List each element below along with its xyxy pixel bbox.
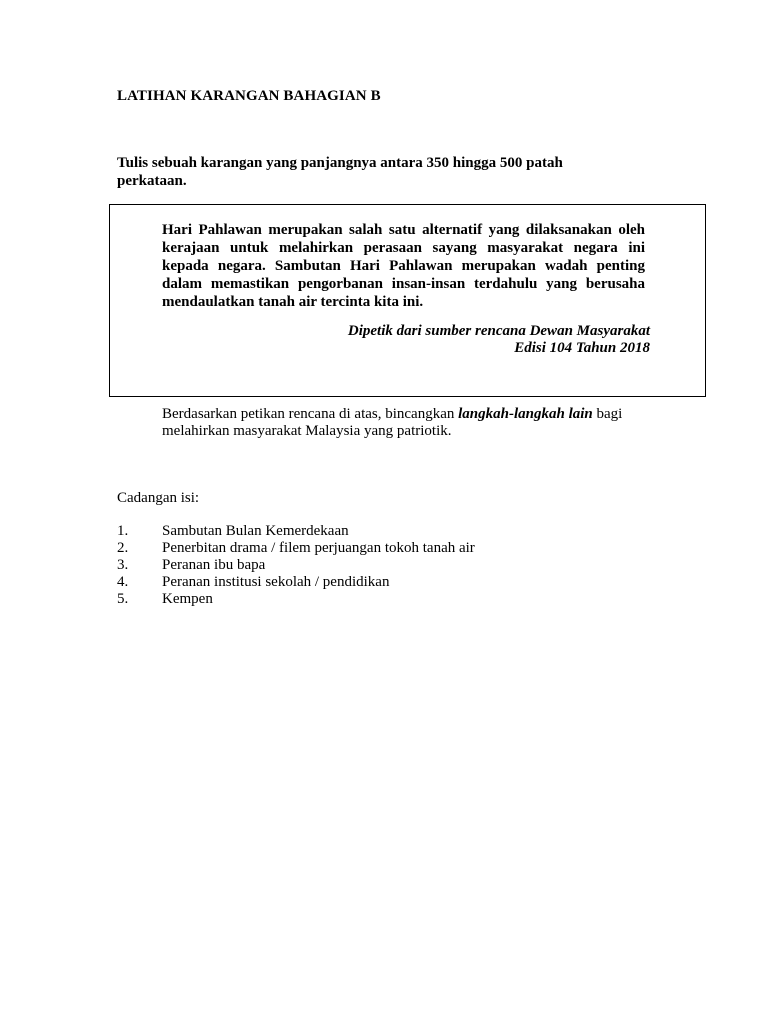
list-item-number: 2. xyxy=(117,540,129,556)
suggestions-label: Cadangan isi: xyxy=(117,490,200,506)
question-emphasis: langkah-langkah lain xyxy=(458,406,593,422)
list-item xyxy=(117,591,475,608)
essay-instruction: Tulis sebuah karangan yang panjangnya antara 350 hingga 500 patah perkataan. xyxy=(117,155,563,189)
excerpt-text: Hari Pahlawan merupakan salah satu alternatif yang dilaksanakan oleh kerajaan untuk melahirkan perasaan sayang masyarakat negara ini kepada negara. Sambutan Hari Pahlawan merupakan wadah penting dalam memastikan pengorbanan insan-insan terdahulu yang berusaha mendaulatkan tanah air tercinta kita ini. xyxy=(162,222,645,310)
list-item-text: Peranan ibu bapa xyxy=(162,557,266,573)
excerpt-source xyxy=(348,323,650,357)
list-item-number: 1. xyxy=(117,523,129,539)
list-item xyxy=(117,523,475,540)
document-title: LATIHAN KARANGAN BAHAGIAN B xyxy=(117,88,381,104)
essay-question xyxy=(162,406,662,440)
list-item-text: Sambutan Bulan Kemerdekaan xyxy=(162,523,349,539)
list-item-number: 3. xyxy=(117,557,129,573)
list-item xyxy=(117,574,475,591)
list-item xyxy=(117,557,475,574)
excerpt-box xyxy=(109,204,706,397)
list-item-number: 4. xyxy=(117,574,129,590)
excerpt-source-line2: Edisi 104 Tahun 2018 xyxy=(514,340,650,356)
question-text-after: bagi melahirkan masyarakat Malaysia yang patriotik. xyxy=(162,406,623,439)
excerpt-source-line1: Dipetik dari sumber rencana Dewan Masyarakat xyxy=(347,323,650,339)
list-item xyxy=(117,540,475,557)
list-item-text: Kempen xyxy=(162,591,213,607)
suggestion-list xyxy=(117,523,475,608)
list-item-text: Peranan institusi sekolah / pendidikan xyxy=(162,574,390,590)
list-item-number: 5. xyxy=(117,591,129,607)
list-item-text: Penerbitan drama / filem perjuangan tokoh tanah air xyxy=(162,540,475,556)
question-text-before: Berdasarkan petikan rencana di atas, bincangkan xyxy=(162,406,459,422)
